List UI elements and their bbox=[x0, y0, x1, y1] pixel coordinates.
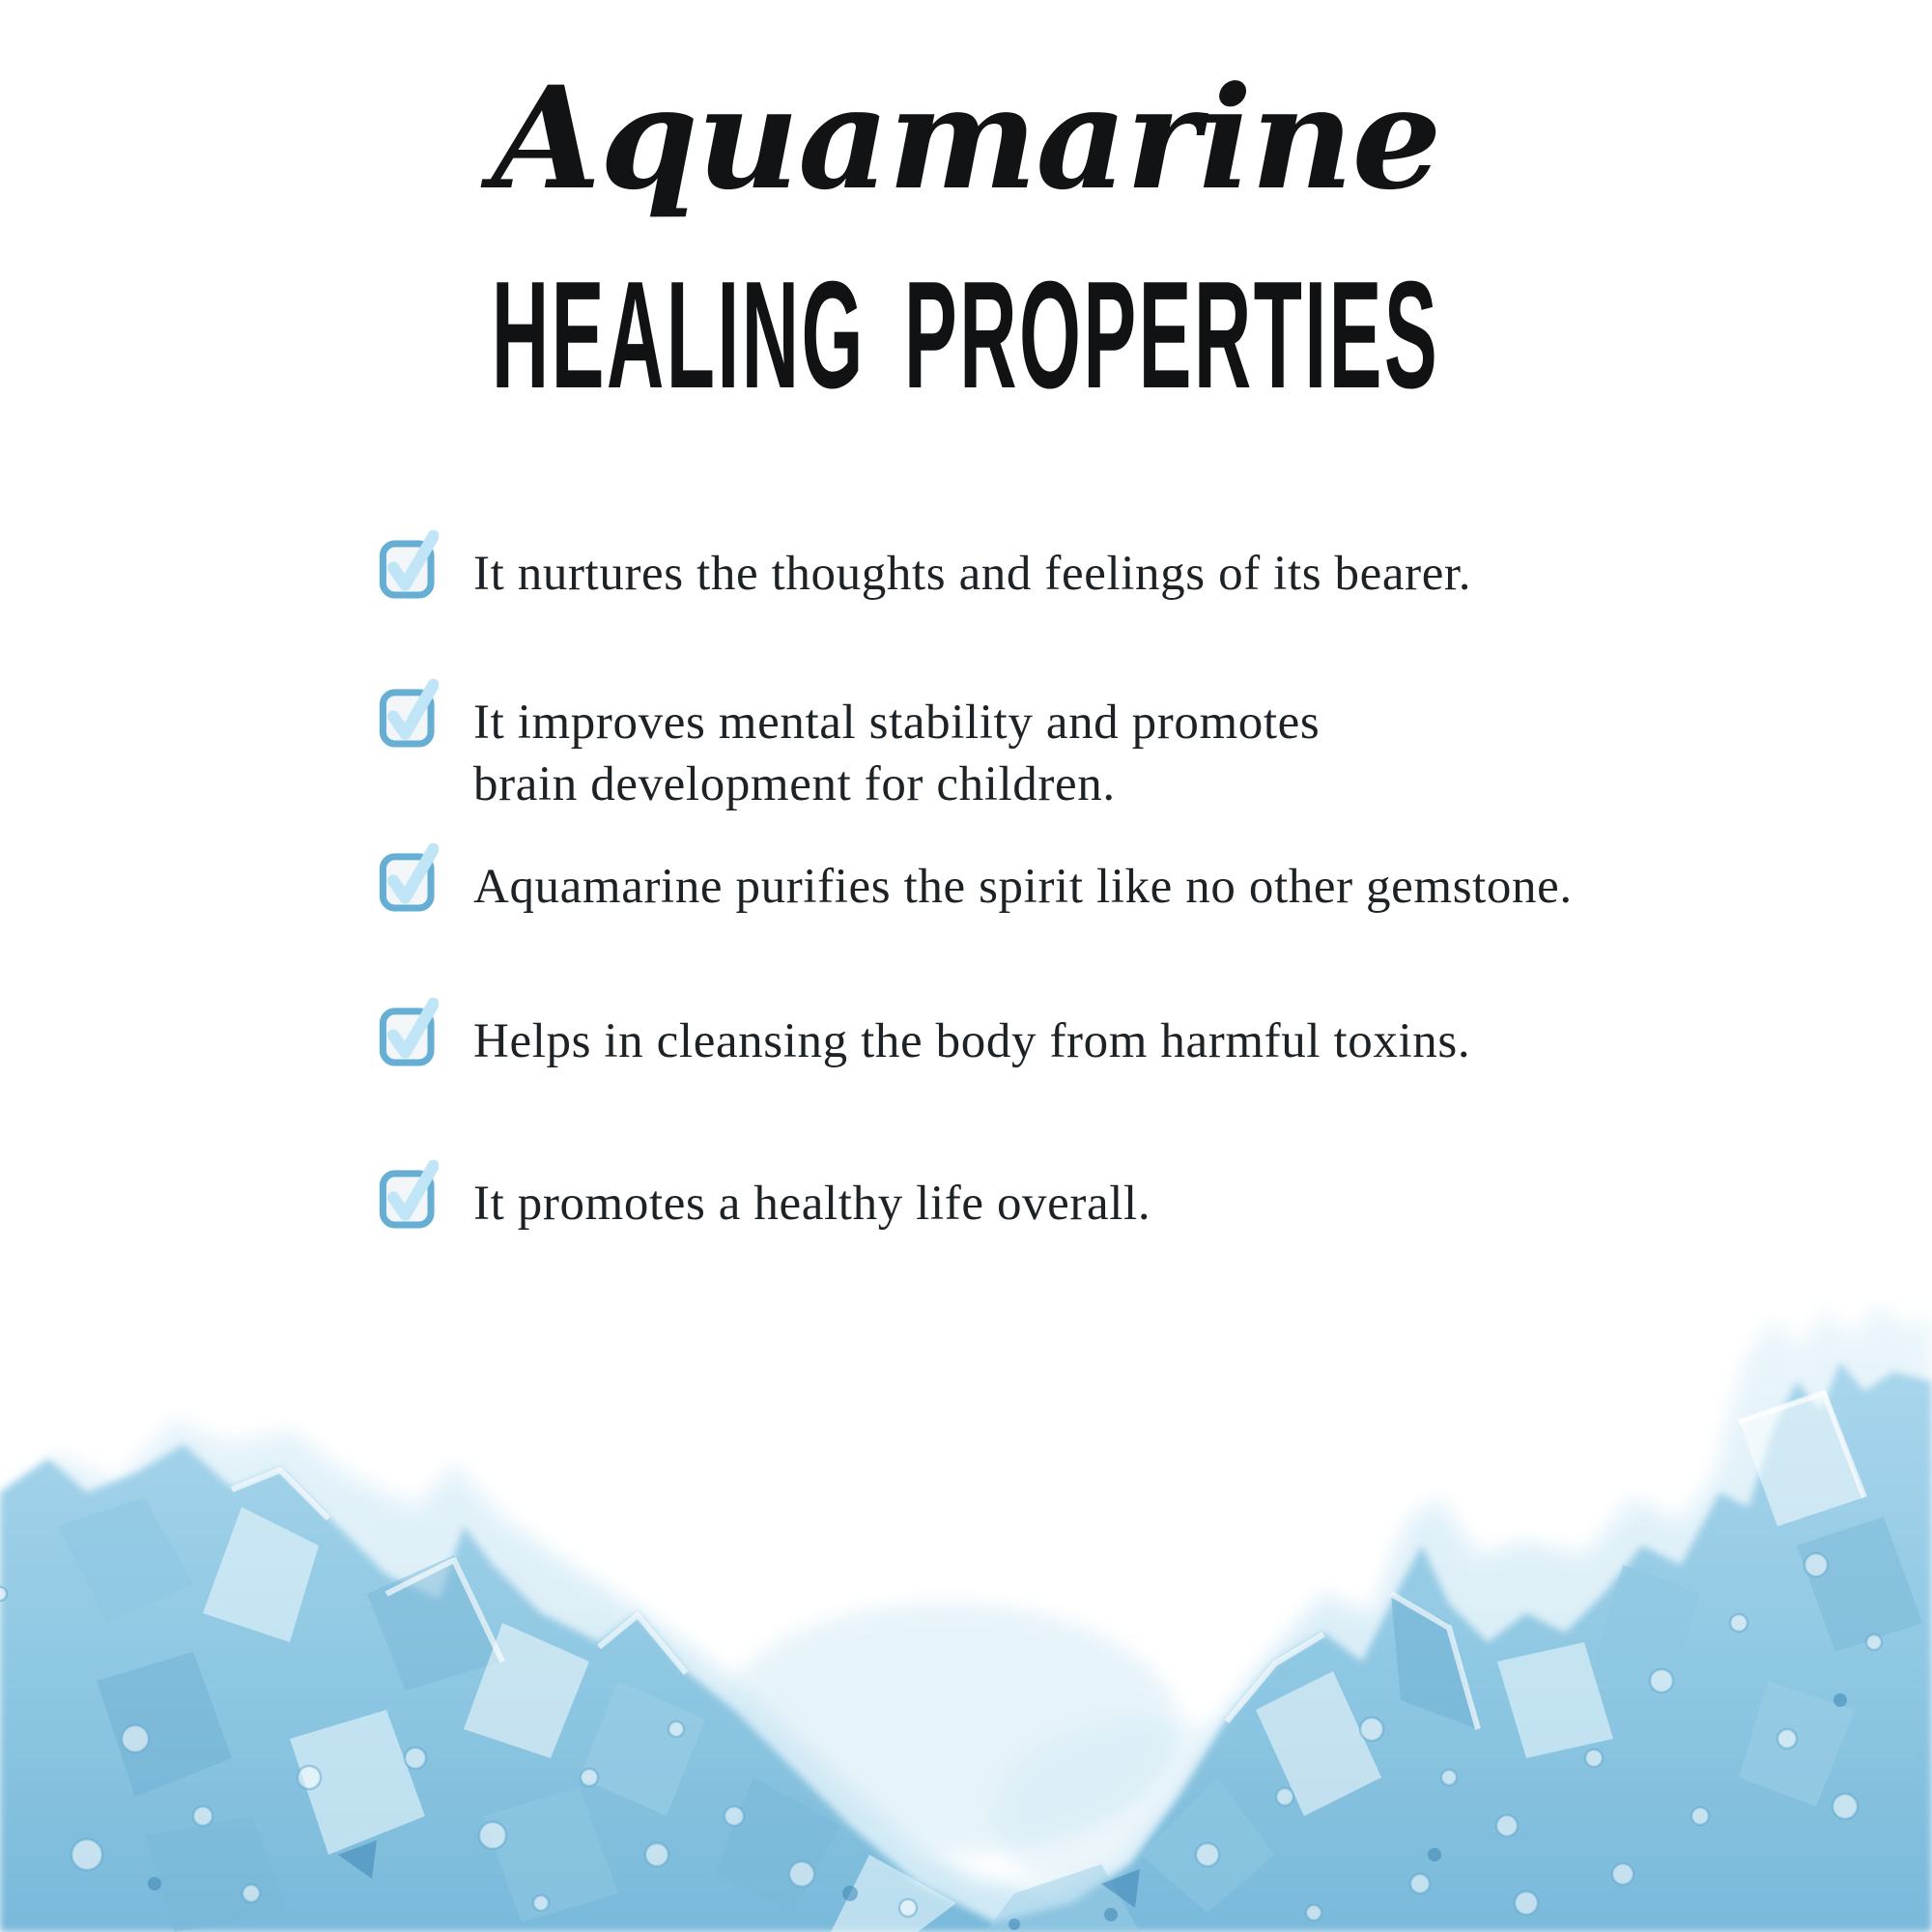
page-subtitle-wrap bbox=[0, 250, 1932, 420]
checklist-item bbox=[379, 852, 1573, 918]
checklist-item bbox=[379, 539, 1471, 605]
checklist-item-text: Helps in cleansing the body from harmful toxins. bbox=[473, 1014, 1471, 1068]
checklist-item bbox=[379, 1169, 1151, 1235]
checked-checkbox-icon bbox=[379, 997, 439, 1068]
page-subtitle: HEALING PROPERTIES bbox=[492, 250, 1440, 420]
checked-checkbox-icon bbox=[379, 1159, 439, 1231]
page-title: Aquamarine bbox=[491, 56, 1441, 221]
checked-checkbox-icon bbox=[379, 529, 439, 601]
checklist-item-text: Aquamarine purifies the spirit like no other gemstone. bbox=[473, 860, 1573, 914]
checklist-item-text: It improves mental stability and promotes brain development for children. bbox=[473, 696, 1321, 812]
checked-checkbox-icon bbox=[379, 678, 439, 750]
checked-checkbox-icon bbox=[379, 842, 439, 914]
checklist-item bbox=[379, 688, 1320, 816]
checklist-item bbox=[379, 1007, 1470, 1072]
checklist-item-text: It promotes a healthy life overall. bbox=[473, 1177, 1151, 1231]
ice-cubes-image bbox=[0, 1275, 1932, 1932]
checklist-item-text: It nurtures the thoughts and feelings of its bearer. bbox=[473, 547, 1472, 601]
